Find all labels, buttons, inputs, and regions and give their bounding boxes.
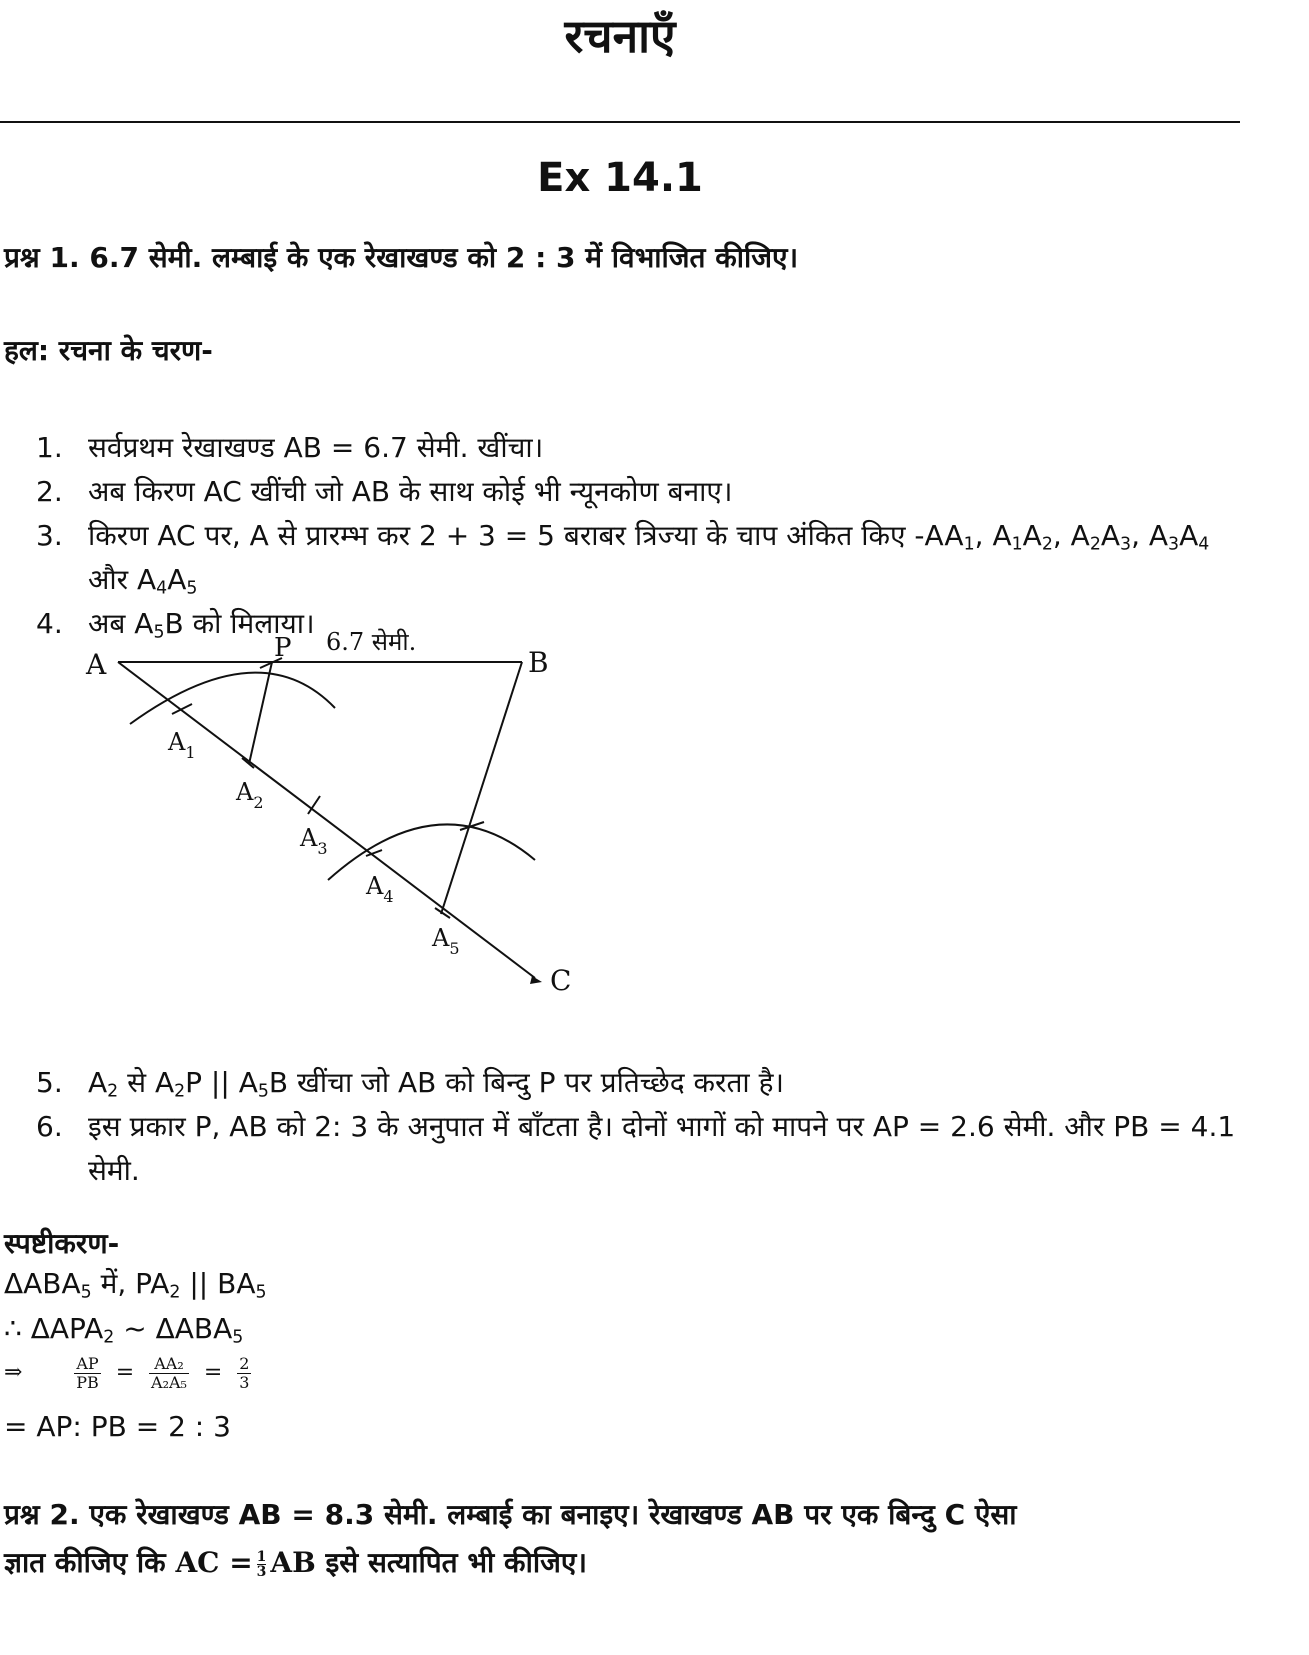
construction-steps-continued xyxy=(0,1061,1240,1193)
exercise-heading: Ex 14.1 xyxy=(537,155,703,201)
step-item xyxy=(0,602,1240,646)
label-a5: $A_5$ xyxy=(432,924,460,958)
step-number: 6. xyxy=(36,1110,63,1143)
construction-diagram xyxy=(80,628,640,1060)
step-text: सर्वप्रथम रेखाखण्ड AB = 6.7 सेमी. खींचा। xyxy=(88,431,544,464)
explanation-conclusion: = AP: PB = 2 : 3 xyxy=(4,1410,231,1443)
label-a: A xyxy=(86,648,107,681)
math-ac-equals: AC = xyxy=(175,1546,253,1579)
explanation-ratio: ⇒ $\frac{AP}{PB}$ = $\frac{\text{AA₂}}{\text{A₂A₅}}$ = $\frac{2}{3}$ xyxy=(4,1353,250,1392)
step-item xyxy=(0,514,1240,602)
step-number: 3. xyxy=(36,519,63,552)
step-text: $A_2$ से $A_2P$ || $A_5B$ खींचा जो AB को बिन्दु P पर प्रतिच्छेद करता है। xyxy=(88,1066,785,1102)
page-title: रचनाएँ xyxy=(564,9,676,63)
fraction-two-thirds: $\frac{2}{3}$ xyxy=(239,1353,250,1392)
label-c: C xyxy=(550,964,572,997)
step-item xyxy=(0,1105,1240,1193)
step-number: 2. xyxy=(36,475,63,508)
step-item xyxy=(0,470,1240,514)
step-number: 1. xyxy=(36,431,63,464)
fraction-one-third: $\frac{1}{3}$ xyxy=(256,1548,267,1580)
explanation-line-1: $\Delta ABA_5$ में, $PA_2$ || $BA_5$ xyxy=(4,1267,267,1303)
fraction-aa2-a2a5: $\frac{\text{AA₂}}{\text{A₂A₅}}$ xyxy=(151,1353,187,1392)
label-a1: $A_1$ xyxy=(168,728,196,762)
explanation-heading: स्पष्टीकरण- xyxy=(4,1227,120,1260)
label-a4: $A_4$ xyxy=(366,872,394,906)
implies-symbol: ⇒ xyxy=(4,1360,23,1385)
step-item xyxy=(0,426,1240,470)
label-a2: $A_2$ xyxy=(236,778,264,812)
math-ab: AB xyxy=(270,1546,316,1579)
label-b: B xyxy=(528,646,549,679)
solution-heading: हल: रचना के चरण- xyxy=(4,334,213,367)
step-item xyxy=(0,1061,1240,1105)
fraction-ap-pb: $\frac{AP}{PB}$ xyxy=(76,1353,99,1392)
step-text: अब $A_5B$ को मिलाया। xyxy=(88,607,315,643)
step-text: अब किरण AC खींची जो AB के साथ कोई भी न्यूनकोण बनाए। xyxy=(88,475,733,508)
step-number: 5. xyxy=(36,1066,63,1099)
construction-steps xyxy=(0,426,1240,646)
label-p: P xyxy=(274,633,292,663)
title-divider xyxy=(0,121,1240,123)
explanation-line-2: ∴ $\Delta APA_2$ ~ $\Delta ABA_5$ xyxy=(4,1312,244,1348)
label-a3: $A_3$ xyxy=(300,824,328,858)
step-text: इस प्रकार P, AB को 2: 3 के अनुपात में बाँटता है। दोनों भागों को मापने पर AP = 2.6 सेमी. और PB = 4.1 सेमी. xyxy=(88,1110,1236,1187)
question-2: प्रश्न 2. एक रेखाखण्ड AB = 8.3 सेमी. लम्बाई का बनाइए। रेखाखण्ड AB पर एक बिन्दु C ऐसा ज्ञात कीजिए कि AC = $\frac{1}{3}$ AB इसे सत्यापित भी कीजिए। xyxy=(4,1498,1017,1580)
step-text: किरण AC पर, A से प्रारम्भ कर 2 + 3 = 5 बराबर त्रिज्या के चाप अंकित किए $-AA_1$, $A_1A_2$, $A_2A_3$, $A_3A_4$ और $A_4A_5$ xyxy=(88,519,1210,599)
length-label: 6.7 सेमी. xyxy=(326,628,417,656)
question-1: प्रश्न 1. 6.7 सेमी. लम्बाई के एक रेखाखण्ड को 2 : 3 में विभाजित कीजिए। xyxy=(4,241,799,274)
step-number: 4. xyxy=(36,607,63,640)
